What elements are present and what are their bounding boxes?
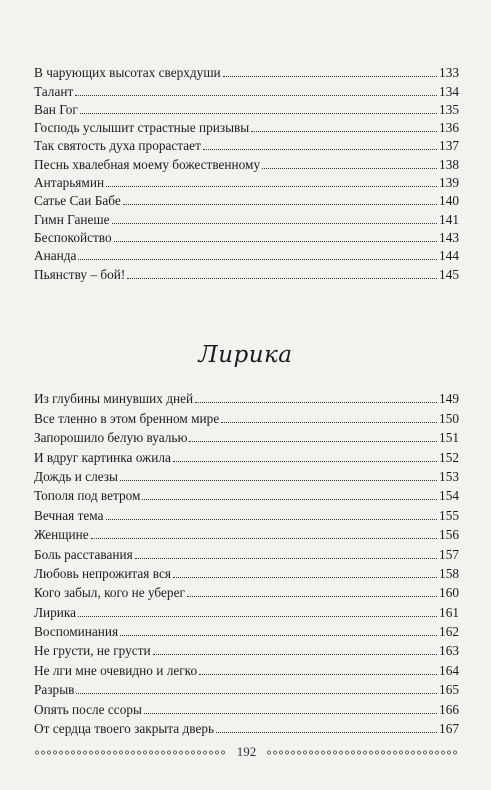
- toc-entry: [34, 446, 459, 465]
- toc-entry-title: Лирика: [34, 604, 77, 620]
- dot-leader: [120, 480, 437, 481]
- toc-entry-title: Женщине: [34, 527, 89, 543]
- toc-entry: [34, 388, 459, 407]
- toc-entry-page: 158: [439, 565, 459, 581]
- toc-entry-page: 133: [439, 65, 459, 81]
- dot-leader: [221, 422, 437, 423]
- toc-entry-title: Так святость духа прорастает: [34, 138, 201, 154]
- dot-leader: [203, 149, 437, 150]
- dot-leader: [106, 186, 437, 187]
- dot-leader: [123, 204, 437, 205]
- toc-entry: [34, 659, 459, 678]
- dot-leader: [195, 402, 437, 403]
- dot-leader: [75, 95, 437, 96]
- toc-entry: [34, 698, 459, 717]
- toc-entry-page: 160: [439, 585, 459, 601]
- table-of-contents-top: [34, 63, 459, 283]
- toc-entry: [34, 582, 459, 601]
- toc-entry-title: Господь услышит страстные призывы: [34, 120, 250, 136]
- footer-ornament-left: [34, 750, 227, 755]
- section-heading: Лирика: [198, 342, 293, 368]
- toc-entry-title: Гимн Ганеше: [34, 211, 110, 227]
- toc-entry: [34, 209, 459, 227]
- toc-entry-page: 153: [439, 468, 459, 484]
- dot-leader: [144, 713, 437, 714]
- dot-leader: [251, 131, 437, 132]
- toc-entry: [34, 466, 459, 485]
- dot-leader: [106, 519, 438, 520]
- toc-entry: [34, 718, 459, 737]
- dot-leader: [187, 596, 437, 597]
- toc-entry-page: 167: [439, 721, 459, 737]
- toc-entry: [34, 63, 459, 81]
- toc-entry-page: 138: [439, 156, 459, 172]
- dot-leader: [114, 241, 437, 242]
- footer-ornament-right: [266, 750, 459, 755]
- toc-entry: [34, 100, 459, 118]
- toc-entry: [34, 485, 459, 504]
- toc-entry-title: Не грусти, не грусти: [34, 643, 151, 659]
- toc-entry-page: 152: [439, 449, 459, 465]
- toc-entry-title: Опять после ссоры: [34, 701, 142, 717]
- toc-entry: [34, 563, 459, 582]
- dot-leader: [173, 577, 437, 578]
- toc-entry-title: И вдруг картинка ожила: [34, 449, 171, 465]
- toc-entry-title: Антарьямин: [34, 175, 105, 191]
- toc-entry-page: 166: [439, 701, 459, 717]
- toc-entry-title: Сатье Саи Бабе: [34, 193, 121, 209]
- dot-leader: [120, 635, 437, 636]
- dot-leader: [189, 441, 437, 442]
- toc-entry-page: 137: [439, 138, 459, 154]
- toc-entry: [34, 640, 459, 659]
- toc-entry-title: Запорошило белую вуалью: [34, 430, 188, 446]
- toc-entry-title: Беспокойство: [34, 229, 112, 245]
- toc-entry-title: Все тленно в этом бренном мире: [34, 410, 220, 426]
- toc-entry-page: 165: [439, 682, 459, 698]
- toc-entry-title: В чарующих высотах сверхдуши: [34, 65, 221, 81]
- toc-entry-title: От сердца твоего закрыта дверь: [34, 721, 215, 737]
- toc-entry-page: 140: [439, 193, 459, 209]
- dot-leader: [199, 674, 437, 675]
- dot-leader: [76, 693, 437, 694]
- toc-entry: [34, 621, 459, 640]
- toc-entry-page: 149: [439, 391, 459, 407]
- dot-leader: [173, 461, 437, 462]
- toc-entry-title: Воспоминания: [34, 624, 119, 640]
- dot-leader: [262, 168, 437, 169]
- toc-entry: [34, 81, 459, 99]
- dot-leader: [78, 616, 437, 617]
- page-number: 192: [236, 744, 257, 759]
- toc-entry: [34, 173, 459, 191]
- toc-entry-title: Пьянству – бой!: [34, 266, 126, 282]
- toc-entry: [34, 679, 459, 698]
- toc-entry-page: 164: [439, 662, 459, 678]
- toc-entry: [34, 264, 459, 282]
- dot-leader: [127, 278, 437, 279]
- toc-entry-title: Ананда: [34, 248, 77, 264]
- toc-entry-title: Боль расставания: [34, 546, 133, 562]
- toc-entry: [34, 191, 459, 209]
- toc-entry-title: Из глубины минувших дней: [34, 391, 194, 407]
- dot-leader: [135, 558, 437, 559]
- toc-entry-page: 136: [439, 120, 459, 136]
- toc-entry: [34, 407, 459, 426]
- toc-entry-page: 156: [439, 527, 459, 543]
- toc-entry-page: 145: [439, 266, 459, 282]
- toc-entry: [34, 601, 459, 620]
- dot-leader: [216, 732, 437, 733]
- dot-leader: [80, 113, 437, 114]
- toc-entry-title: Песнь хвалебная моему божественному: [34, 156, 261, 172]
- table-of-contents-lyrics: [34, 388, 459, 737]
- toc-entry-page: 162: [439, 624, 459, 640]
- toc-entry: [34, 543, 459, 562]
- toc-entry: [34, 246, 459, 264]
- toc-entry: [34, 427, 459, 446]
- toc-entry: [34, 154, 459, 172]
- toc-entry-page: 151: [439, 430, 459, 446]
- toc-entry-page: 163: [439, 643, 459, 659]
- toc-entry: [34, 524, 459, 543]
- toc-entry-page: 154: [439, 488, 459, 504]
- toc-entry: [34, 136, 459, 154]
- toc-entry-title: Вечная тема: [34, 507, 104, 523]
- toc-entry-page: 143: [439, 229, 459, 245]
- toc-entry-page: 161: [439, 604, 459, 620]
- toc-entry-page: 141: [439, 211, 459, 227]
- toc-entry-title: Кого забыл, кого не уберег: [34, 585, 185, 601]
- page-footer: [34, 744, 459, 760]
- dot-leader: [153, 654, 437, 655]
- toc-entry-page: 150: [439, 410, 459, 426]
- toc-entry: [34, 118, 459, 136]
- toc-entry-title: Любовь непрожитая вся: [34, 565, 171, 581]
- dot-leader: [223, 76, 437, 77]
- dot-leader: [142, 499, 437, 500]
- dot-leader: [91, 538, 437, 539]
- toc-entry-page: 144: [439, 248, 459, 264]
- toc-entry-page: 139: [439, 175, 459, 191]
- dot-leader: [112, 223, 437, 224]
- toc-entry-page: 157: [439, 546, 459, 562]
- toc-entry: [34, 228, 459, 246]
- toc-entry-title: Талант: [34, 83, 74, 99]
- toc-entry-title: Не лги мне очевидно и легко: [34, 662, 198, 678]
- dot-leader: [78, 259, 437, 260]
- toc-entry-title: Дождь и слезы: [34, 468, 118, 484]
- toc-entry: [34, 504, 459, 523]
- toc-entry-title: Разрыв: [34, 682, 75, 698]
- toc-entry-page: 155: [439, 507, 459, 523]
- toc-entry-title: Ван Гог: [34, 101, 78, 117]
- toc-entry-page: 134: [439, 83, 459, 99]
- toc-entry-title: Тополя под ветром: [34, 488, 141, 504]
- toc-entry-page: 135: [439, 101, 459, 117]
